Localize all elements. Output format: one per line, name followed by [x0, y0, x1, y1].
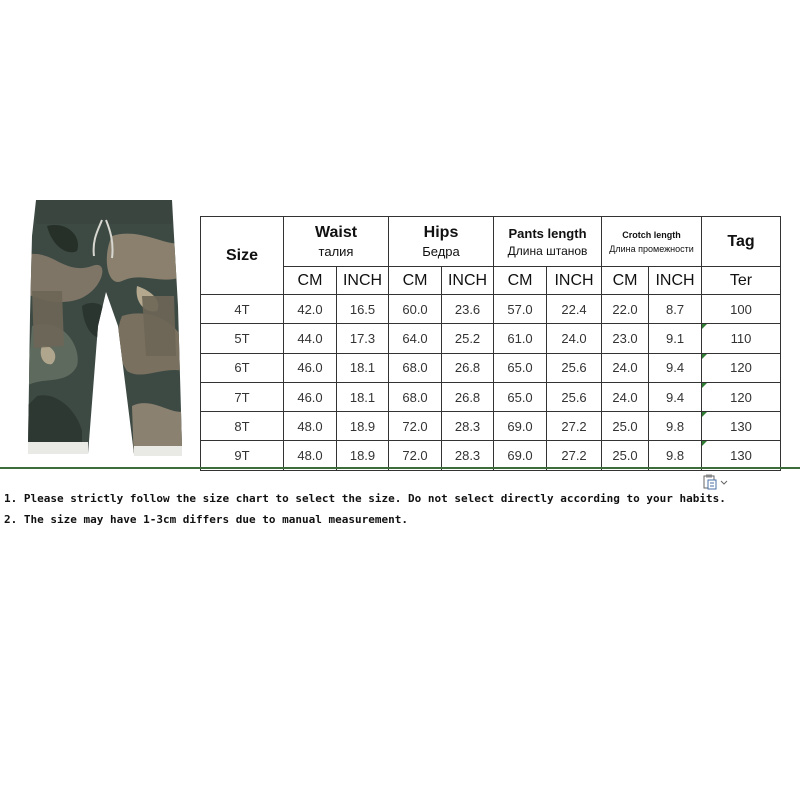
hips-cm-cell: 60.0	[389, 295, 442, 324]
waist-header: Waist талия	[284, 217, 389, 267]
table-row	[201, 412, 781, 441]
size-cell: 7T	[201, 382, 284, 411]
size-chart-table	[200, 216, 781, 471]
pants-length-cm-cell: 69.0	[494, 412, 547, 441]
waist-cm-cell: 46.0	[284, 382, 337, 411]
crotch-length-inch-cell: 9.4	[649, 353, 702, 382]
waist-cm-cell: 44.0	[284, 324, 337, 353]
tag-value: 110	[730, 330, 752, 346]
hips-cm-cell: 72.0	[389, 412, 442, 441]
tag-sub-header: Ter	[702, 267, 781, 295]
crotch-length-cm-unit: CM	[602, 267, 649, 295]
crotch-length-cm-cell: 23.0	[602, 324, 649, 353]
crotch-length-inch-cell: 9.8	[649, 441, 702, 470]
note-item: 1. Please strictly follow the size chart to select the size. Do not select directly according to your habits.	[4, 492, 726, 505]
cell-marker-icon	[702, 354, 707, 359]
size-cell: 9T	[201, 441, 284, 470]
pants-length-cm-cell: 65.0	[494, 353, 547, 382]
tag-value: 130	[730, 418, 752, 434]
crotch-length-header: Crotch length Длина промежности	[602, 217, 702, 267]
size-cell: 8T	[201, 412, 284, 441]
waist-inch-cell: 17.3	[337, 324, 389, 353]
table-row	[201, 295, 781, 324]
table-row	[201, 382, 781, 411]
tag-value: 100	[730, 301, 752, 317]
tag-header: Tag	[702, 217, 781, 267]
pants-length-cm-cell: 65.0	[494, 382, 547, 411]
cell-marker-icon	[702, 383, 707, 388]
size-cell: 5T	[201, 324, 284, 353]
waist-inch-cell: 18.9	[337, 412, 389, 441]
tag-cell	[702, 353, 781, 382]
pants-length-cm-cell: 61.0	[494, 324, 547, 353]
table-row	[201, 324, 781, 353]
pants-length-cm-unit: CM	[494, 267, 547, 295]
hips-inch-cell: 23.6	[442, 295, 494, 324]
size-header: Size	[201, 217, 284, 295]
crotch-length-inch-cell: 8.7	[649, 295, 702, 324]
crotch-length-inch-cell: 9.8	[649, 412, 702, 441]
waist-inch-unit: INCH	[337, 267, 389, 295]
waist-inch-cell: 18.9	[337, 441, 389, 470]
divider-line	[0, 467, 800, 469]
tag-cell	[702, 412, 781, 441]
waist-inch-cell: 16.5	[337, 295, 389, 324]
tag-cell	[702, 382, 781, 411]
crotch-length-inch-cell: 9.1	[649, 324, 702, 353]
size-notes	[4, 488, 794, 530]
hips-inch-cell: 26.8	[442, 382, 494, 411]
crotch-length-cm-cell: 22.0	[602, 295, 649, 324]
cell-marker-icon	[702, 412, 707, 417]
hips-cm-unit: CM	[389, 267, 442, 295]
hips-inch-unit: INCH	[442, 267, 494, 295]
tag-cell	[702, 441, 781, 470]
pants-length-inch-cell: 25.6	[547, 353, 602, 382]
waist-cm-cell: 48.0	[284, 412, 337, 441]
pants-length-header: Pants length Длина штанов	[494, 217, 602, 267]
pants-length-cm-cell: 69.0	[494, 441, 547, 470]
waist-cm-cell: 48.0	[284, 441, 337, 470]
crotch-length-cm-cell: 25.0	[602, 412, 649, 441]
hips-inch-cell: 28.3	[442, 412, 494, 441]
hips-cm-cell: 68.0	[389, 382, 442, 411]
waist-cm-unit: CM	[284, 267, 337, 295]
tag-cell	[702, 324, 781, 353]
tag-cell	[702, 295, 781, 324]
pants-length-inch-cell: 22.4	[547, 295, 602, 324]
waist-cm-cell: 46.0	[284, 353, 337, 382]
tag-value: 120	[730, 360, 752, 376]
waist-inch-cell: 18.1	[337, 353, 389, 382]
pants-length-inch-cell: 24.0	[547, 324, 602, 353]
size-cell: 4T	[201, 295, 284, 324]
pants-length-inch-unit: INCH	[547, 267, 602, 295]
table-row	[201, 441, 781, 470]
hips-inch-cell: 25.2	[442, 324, 494, 353]
table-row	[201, 353, 781, 382]
hips-cm-cell: 68.0	[389, 353, 442, 382]
crotch-length-inch-unit: INCH	[649, 267, 702, 295]
hips-cm-cell: 72.0	[389, 441, 442, 470]
pants-length-inch-cell: 25.6	[547, 382, 602, 411]
pants-length-inch-cell: 27.2	[547, 441, 602, 470]
hips-cm-cell: 64.0	[389, 324, 442, 353]
cell-marker-icon	[702, 441, 707, 446]
tag-value: 130	[730, 448, 752, 464]
crotch-length-inch-cell: 9.4	[649, 382, 702, 411]
hips-inch-cell: 28.3	[442, 441, 494, 470]
waist-cm-cell: 42.0	[284, 295, 337, 324]
pants-length-cm-cell: 57.0	[494, 295, 547, 324]
cell-marker-icon	[702, 324, 707, 329]
waist-inch-cell: 18.1	[337, 382, 389, 411]
crotch-length-cm-cell: 24.0	[602, 382, 649, 411]
hips-header: Hips Бедра	[389, 217, 494, 267]
hips-inch-cell: 26.8	[442, 353, 494, 382]
pants-length-inch-cell: 27.2	[547, 412, 602, 441]
tag-value: 120	[730, 389, 752, 405]
size-cell: 6T	[201, 353, 284, 382]
camo-cargo-pants-image	[22, 196, 184, 464]
crotch-length-cm-cell: 25.0	[602, 441, 649, 470]
crotch-length-cm-cell: 24.0	[602, 353, 649, 382]
note-item: 2. The size may have 1-3cm differs due to manual measurement.	[4, 513, 408, 526]
